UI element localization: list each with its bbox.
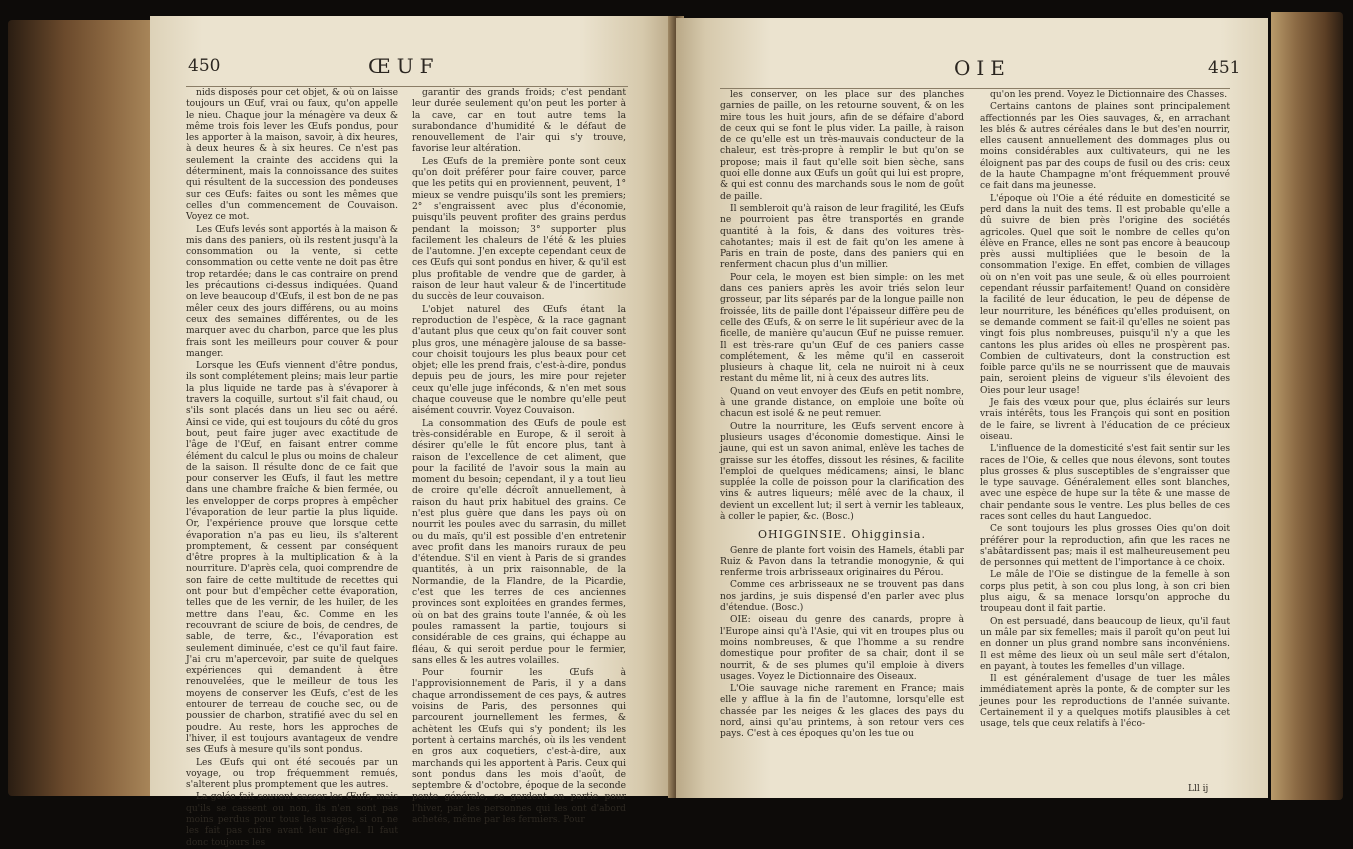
paragraph: Je fais des vœux pour que, plus éclairés sur leurs vrais intérêts, tous les François qui sont en position de le faire, se livrent à l'éducation de ce précieux oiseau. (980, 398, 1230, 442)
left-column-2 (412, 88, 626, 825)
left-page-edges (8, 20, 150, 796)
signature-mark: Lll ij (1188, 784, 1209, 794)
left-page (150, 16, 674, 848)
paragraph: L'objet naturel des Œufs étant la reproduction de l'espèce, & la race gagnant d'autant plus que ceux qu'on fait couver sont plus gros, une ménagère jalouse de sa basse-cour choisit toujours les plus beaux pour cet objet; elle les prend frais, c'est-à-dire, pondus depuis peu de jours, les mire pour rejeter ceux qu'elle juge inféconds, & n'en met sous chaque couveuse que le nombre qu'elle peut aisément couvrir. Voyez Couvaison. (412, 304, 626, 417)
right-page-title: OIE (954, 56, 1011, 80)
paragraph: qu'on les prend. Voyez le Dictionnaire des Chasses. (990, 90, 1228, 100)
left-page-title: ŒUF (368, 54, 440, 78)
left-column-1 (186, 88, 398, 848)
paragraph: Les Œufs qui ont été secoués par un voyage, ou trop fréquemment remués, s'alterent plus promptement que les autres. (186, 757, 398, 791)
paragraph: OIE: oiseau du genre des canards, propre à l'Europe ainsi qu'à l'Asie, qui vit en troupes plus ou moins nombreuses, & que l'homme a su rendre domestique pour profiter de sa chair, dont il se nourrit, & de ses plumes qu'il emploie à divers usages. Voyez le Dictionnaire des Oiseaux. (720, 615, 964, 682)
paragraph: Il est généralement d'usage de tuer les mâles immédiatement après la ponte, & de compter sur les jeunes pour les reproductions de l'année suivante. Certainement il y a quelques motifs plausibles à cet usage, tels que ceux relatifs à l'éco- (980, 674, 1230, 730)
paragraph: nids disposés pour cet objet, & où on laisse toujours un Œuf, vrai ou faux, qu'on appelle le nieu. Chaque jour la ménagère va deux & même trois fois lever les Œufs pondus, pour les apporter à la maison, savoir, à dix heures, à deux heures & à six heures. Ce n'est pas seulement la crainte des accidens qui la déterminent, mais la connoissance des suites qui résultent de la succession des pondeuses sur ces Œufs: faites ou sont les mêmes que celles d'un commencement de Couvaison. Voyez ce mot. (186, 88, 398, 223)
paragraph: Pour fournir les Œufs à l'approvisionnement de Paris, il y a dans chaque arrondissement de ces pays, & autres voisins de Paris, des personnes qui parcourent journellement les fermes, & achètent les Œufs qui s'y pondent; ils les portent à certains marchés, où ils les vendent en gros aux coquetiers, c'est-à-dire, aux marchands qui les apportent à Paris. Ceux qui sont pondus dans les mois d'août, de septembre & d'octobre, époque de la seconde ponte générale, se gardent en partie pour l'hiver, par les personnes qui les ont d'abord achetés, même par les fermiers. Pour (412, 668, 626, 825)
paragraph: L'époque où l'Oie a été réduite en domesticité se perd dans la nuit des tems. Il est probable qu'elle a dû suivre de bien près l'origine des sociétés agricoles. Quel que soit le nombre de celles qu'on élève en France, elles ne sont pas encore à beaucoup près aussi multipliées que le besoin de la consommation l'exige. En effet, combien de villages où on n'en voit pas une seule, & où elles pourroient cependant réussir parfaitement! Quand on considère la facilité de leur éducation, le peu de dépense de leur nourriture, les bénéfices qu'elles produisent, on se demande comment se fait-il qu'elles ne soient pas vingt fois plus nombreuses, puisqu'il n'y a que les cantons les plus arides où elles ne prospèrent pas. Combien de cultivateurs, dont la construction est foible parce qu'ils ne se nourrissent que de mauvais pain, seroient pleins de vigueur s'ils élevoient des Oies pour leur usage! (980, 193, 1230, 396)
paragraph: L'influence de la domesticité s'est fait sentir sur les races de l'Oie, & celles que nous élevons, sont toutes plus grosses & plus susceptibles de s'engraisser que le type sauvage. Généralement elles sont blanches, avec une espèce de hupe sur la tête & une masse de chair pendante sous le ventre. Les plus belles de ces races sont celles du haut Languedoc. (980, 444, 1230, 522)
paragraph: Comme ces arbrisseaux ne se trouvent pas dans nos jardins, je suis dispensé d'en parler avec plus d'étendue. (Bosc.) (720, 580, 964, 614)
right-running-head (676, 56, 1268, 86)
paragraph: Quand on veut envoyer des Œufs en petit nombre, à une grande distance, on emploie une boîte où chacun est isolé & ne peut remuer. (720, 386, 964, 420)
paragraph: Genre de plante fort voisin des Hamels, établi par Ruiz & Pavon dans la tetrandie monogynie, & qui renferme trois arbrisseaux originaires du Pérou. (720, 545, 964, 579)
paragraph: Les Œufs levés sont apportés à la maison & mis dans des paniers, où ils restent jusqu'à la consommation ou la vente, si cette consommation ou cette vente ne doit pas être trop retardée; dans le cas contraire on prend les précautions ci-dessus indiquées. Quand on leve beaucoup d'Œufs, il est bon de ne pas mêler ceux des jours différens, ou au moins ceux des semaines différentes, ou de les marquer avec du charbon, parce que les plus frais sont les meilleurs pour couver & pour manger. (186, 224, 398, 359)
paragraph: Il sembleroit qu'à raison de leur fragilité, les Œufs ne pourroient pas être transportés en grande quantité à la fois, & dans des voitures très-cahotantes; mais il est de fait qu'on les amene à Paris en train de poste, dans des paniers qui en renferment chacun plus d'un millier. (720, 203, 964, 271)
right-page (676, 18, 1268, 798)
right-page-number: 451 (1208, 58, 1241, 78)
paragraph: Lorsque les Œufs viennent d'être pondus, ils sont complétement pleins; mais leur partie la plus liquide ne tarde pas à s'évaporer à travers la coquille, surtout s'il fait chaud, ou s'ils sont placés dans un lieu sec ou aéré. Ainsi ce vide, qui est toujours du côté du gros bout, peut faire juger avec exactitude de l'âge de l'Œuf, en faisant entrer comme élément du calcul le plus ou moins de chaleur de la saison. Il résulte donc de ce fait que pour conserver les Œufs, il faut les mettre dans une chambre fraîche & bien fermée, ou les envelopper de corps propres à empêcher l'évaporation de leur partie la plus liquide. Or, l'expérience prouve que lorsque cette évaporation n'a pas eu lieu, ils s'alterent promptement, & cessent par conséquent d'être propres à la multiplication & à la nourriture. D'après cela, quoi comprendre de son faire de cette multitude de recettes qui ont pour but d'empêcher cette évaporation, telles que de les vernir, de les huiler, de les mettre dans l'eau, &c. Comme en les recouvrant de sciure de bois, de cendres, de sable, de terre, &c., l'évaporation est seulement diminuée, c'est ce qu'il faut faire. J'ai cru m'apercevoir, par suite de quelques expériences qui demandent à être renouvelées, que le meilleur de tous les moyens de conserver les Œufs, c'est de les entourer de terreau de couche sec, ou de poussier de charbon, stratifié avec du sel en poudre. Au reste, hors les approches de l'hiver, il est toujours avantageux de vendre ses Œufs à mesure qu'ils sont pondus. (186, 361, 398, 756)
left-running-head (150, 54, 674, 84)
right-page-edges (1271, 12, 1343, 800)
right-header-rule (720, 88, 1230, 89)
paragraph: La consommation des Œufs de poule est très-considérable en Europe, & il seroit à désirer qu'elle le fût encore plus, tant à raison de l'excellence de cet aliment, que pour la facilité de l'avoir sous la main au moment du besoin; cependant, il y a tout lieu de croire qu'elle décroît annuellement, à raison du haut prix habituel des grains. Ce n'est plus guère que dans les pays où on nourrit les poules avec du sarrasin, du millet ou du maïs, qu'il est possible d'en entretenir avec profit dans les manoirs ruraux de peu d'étendue. S'il en vient à Paris de si grandes quantités, à un prix raisonnable, de la Normandie, de la Flandre, de la Picardie, c'est que les terres de ces anciennes provinces sont exploitées en grandes fermes, où on bat des grains toute l'année, & où les poules ramassent la partie, toujours si considérable de ces grains, qui échappe au fléau, & qui seroit perdue pour le fermier, sans elles & les autres volailles. (412, 418, 626, 666)
paragraph: Le mâle de l'Oie se distingue de la femelle à son corps plus petit, à son cou plus long, à son cri bien plus aigu, & sa menace lorsqu'on approche du troupeau dont il fait partie. (980, 570, 1230, 615)
paragraph: Certains cantons de plaines sont principalement affectionnés par les Oies sauvages, &, en arrachant les blés & autres céréales dans le but des'en nourrir, elles causent annuellement des dommages plus ou moins considérables aux cultivateurs, qui ne les éloignent pas par des coups de fusil ou des cris: ceux de la haute Champagne m'ont fréquemment prouvé ce fait dans ma jeunesse. (980, 102, 1230, 192)
right-column-2 (980, 90, 1230, 780)
paragraph: L'Oie sauvage niche rarement en France; mais elle y afflue à la fin de l'automne, lorsqu'elle est chassée par les neiges & les glaces des pays du nord, ainsi qu'au printems, à son retour vers ces pays. C'est à ces époques qu'on les tue ou (720, 684, 964, 740)
paragraph: La gelée fait souvent casser les Œufs, mais qu'ils se cassent ou non, ils n'en sont pas moins perdus pour tous les usages, si on ne les fait pas cuire avant leur dégel. Il faut donc toujours les (186, 792, 398, 848)
entry-heading-ohigginsie: OHIGGINSIE. Ohigginsia. (758, 528, 926, 542)
left-page-number: 450 (188, 56, 221, 76)
paragraph: On est persuadé, dans beaucoup de lieux, qu'il faut un mâle par six femelles; mais il paroît qu'on peut lui en donner un plus grand nombre sans inconvéniens. Il est même des lieux où un seul mâle sert d'étalon, en payant, à toutes les femelles d'un village. (980, 616, 1230, 672)
paragraph: Les Œufs de la première ponte sont ceux qu'on doit préférer pour faire couver, parce que les petits qui en proviennent, peuvent, 1° mieux se vendre puisqu'ils sont les premiers; 2° s'engraissent avec plus d'économie, puisqu'ils peuvent profiter des grains perdus pendant la moisson; 3° supporter plus facilement les chaleurs de l'été & les pluies de l'automne. J'en excepte cependant ceux de ces Œufs qui sont pondus en hiver, & qu'il est plus profitable de vendre que de garder, à raison de leur haut valeur & de l'incertitude du succès de leur couvaison. (412, 156, 626, 303)
paragraph: Pour cela, le moyen est bien simple: on les met dans ces paniers après les avoir triés selon leur grosseur, par lits séparés par de la longue paille non froissée, lits de paille dont l'épaisseur diffère peu de celle des Œufs, & on serre le lit supérieur avec de la ficelle, de manière qu'aucun Œuf ne puisse remuer. Il est très-rare qu'un Œuf de ces paniers casse complétement, & les même qu'il en casseroit plusieurs à chaque lit, cela ne nuiroit ni à ceux restant du même lit, ni à ceux des autres lits. (720, 272, 964, 385)
paragraph: Outre la nourriture, les Œufs servent encore à plusieurs usages d'économie domestique. Ainsi le jaune, qui est un savon animal, enlève les taches de graisse sur les étoffes, dissout les résines, & facilite l'emploi de quelques médicamens; ainsi, le blanc supplée la colle de poisson pour la clarification des vins & autres liqueurs; mêlé avec de la chaux, il devient un excellent lut; il sert à vernir les tableaux, à coller le papier, &c. (Bosc.) (720, 421, 964, 522)
right-column-1 (720, 90, 964, 780)
paragraph: Ce sont toujours les plus grosses Oies qu'on doit préférer pour la reproduction, afin que les races ne s'abâtardissent pas; mais il est malheureusement peu de personnes qui mettent de l'importance à ce choix. (980, 524, 1230, 569)
paragraph: garantir des grands froids; c'est pendant leur durée seulement qu'on peut les porter à la cave, car en tout autre tems la surabondance d'humidité & le défaut de renouvellement de l'air qui s'y trouve, favorise leur altération. (412, 88, 626, 155)
left-header-rule (186, 86, 628, 87)
paragraph: les conserver, on les place sur des planches garnies de paille, on les retourne souvent, & on les mire tous les huit jours, afin de se défaire d'abord de ceux qui se font le plus vider. La paille, à raison de ce qu'elle est un très-mauvais conducteur de la chaleur, est très-propre à remplir le but qu'on se propose; mais il faut qu'elle soit bien sèche, sans quoi elle donne aux Œufs un goût qui lui est propre, & qui est connu des marchands sous le nom de goût de paille. (720, 90, 964, 202)
